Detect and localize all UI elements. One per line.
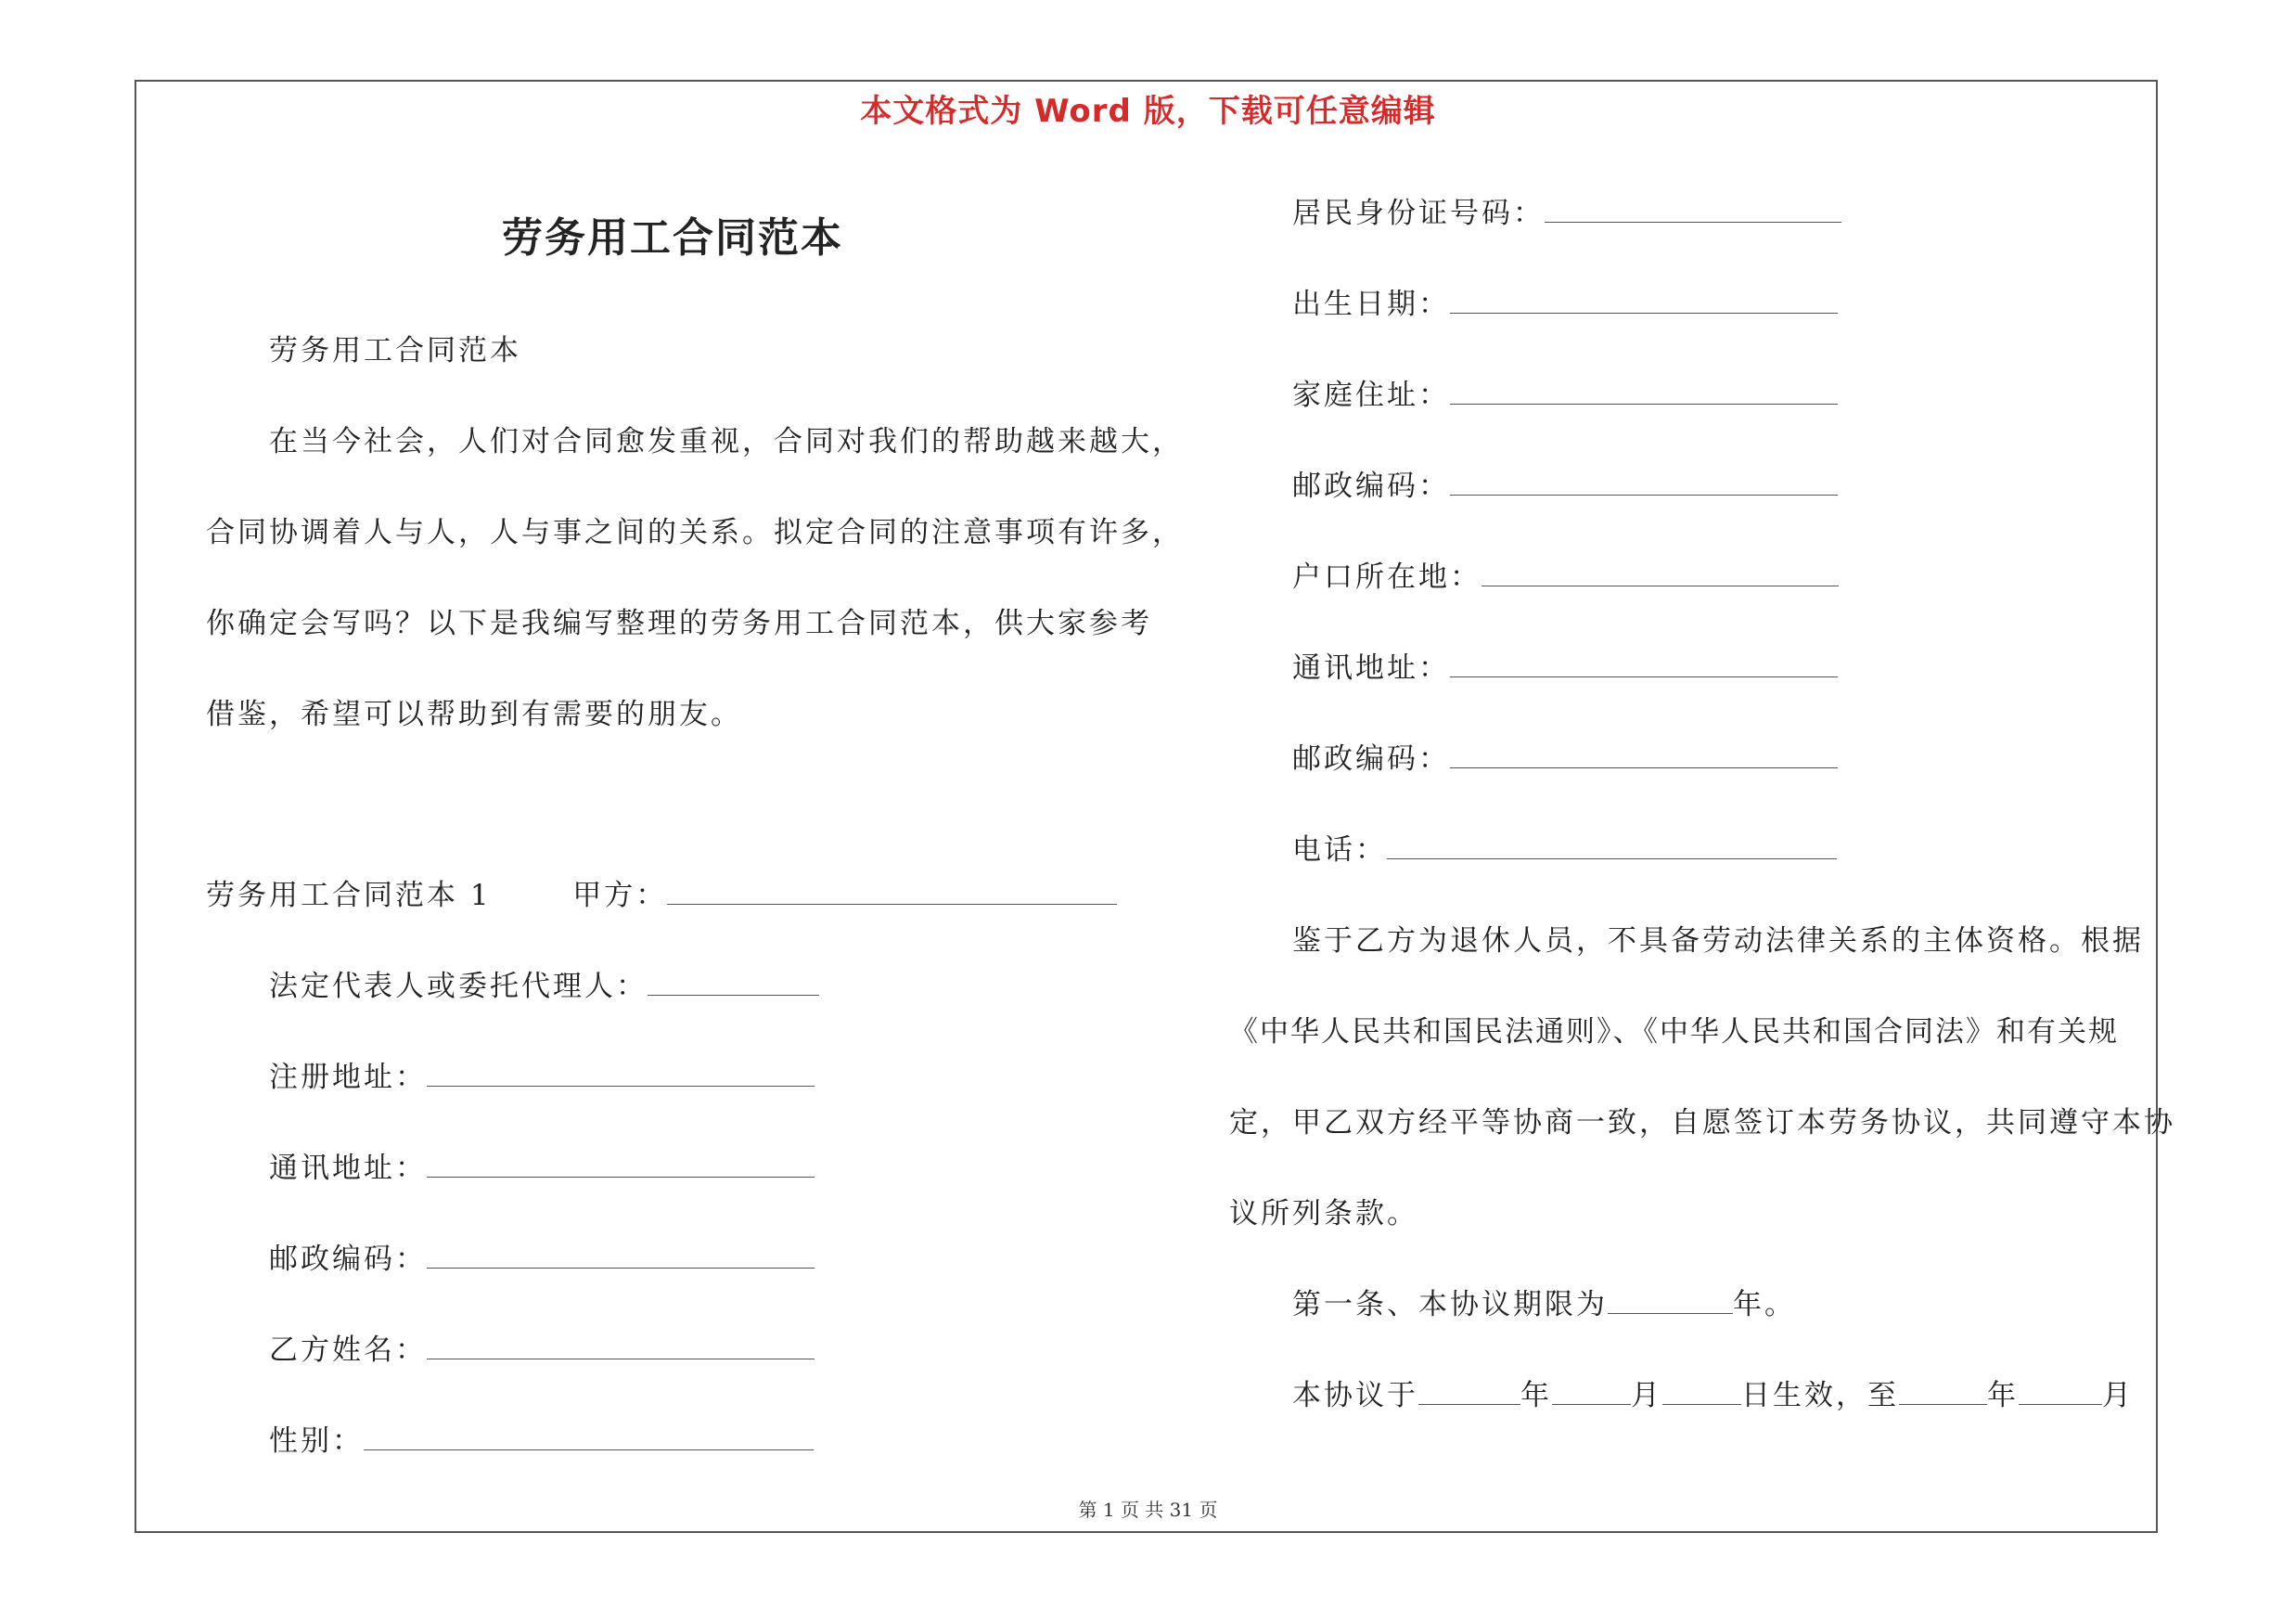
clause-1 bbox=[1292, 1286, 1796, 1323]
left-field-party-b-name bbox=[269, 1332, 815, 1369]
intro-line-4: 借鉴，希望可以帮助到有需要的朋友。 bbox=[206, 698, 742, 731]
unit-month-2: 月 bbox=[2102, 1379, 2134, 1412]
field-label: 乙方姓名： bbox=[269, 1333, 427, 1367]
format-banner: 本文格式为 Word 版，下载可任意编辑 bbox=[860, 93, 1436, 130]
field-label: 通讯地址： bbox=[1292, 651, 1450, 685]
left-field-representative bbox=[269, 968, 819, 1005]
field-label: 邮政编码： bbox=[1292, 742, 1450, 776]
field-blank bbox=[1450, 741, 1838, 768]
right-field-birth-date bbox=[1292, 286, 1838, 323]
field-blank bbox=[364, 1423, 814, 1450]
party-a-label: 甲方： bbox=[572, 879, 668, 912]
right-field-household-registration bbox=[1292, 559, 1839, 596]
field-label: 户口所在地： bbox=[1292, 560, 1481, 594]
paragraph-line-4: 议所列条款。 bbox=[1229, 1197, 1418, 1230]
start-year-blank bbox=[1418, 1378, 1520, 1405]
field-label: 通讯地址： bbox=[269, 1152, 427, 1185]
document-title: 劳务用工合同范本 bbox=[502, 214, 843, 262]
unit-year: 年 bbox=[1520, 1379, 1552, 1412]
effective-text: 日生效，至 bbox=[1741, 1379, 1899, 1412]
field-blank bbox=[1545, 196, 1841, 223]
field-blank bbox=[1450, 469, 1838, 496]
field-label: 出生日期： bbox=[1292, 288, 1450, 321]
right-field-id-number bbox=[1292, 195, 1841, 232]
left-field-postcode bbox=[269, 1241, 815, 1278]
right-field-postcode-2 bbox=[1292, 741, 1838, 778]
page-number: 第 1 页 共 31 页 bbox=[1078, 1499, 1218, 1521]
section-label-line bbox=[206, 877, 1117, 914]
field-blank bbox=[427, 1242, 815, 1269]
clause-1-suffix: 年。 bbox=[1733, 1288, 1796, 1321]
clause-1-text: 第一条、本协议期限为 bbox=[1292, 1288, 1608, 1321]
field-label: 法定代表人或委托代理人： bbox=[269, 970, 648, 1003]
intro-line-1: 在当今社会，人们对合同愈发重视，合同对我们的帮助越来越大， bbox=[269, 425, 1184, 458]
right-field-postcode-1 bbox=[1292, 468, 1838, 505]
field-blank bbox=[1450, 378, 1838, 405]
field-label: 邮政编码： bbox=[269, 1243, 427, 1276]
end-year-blank bbox=[1899, 1378, 1987, 1405]
field-blank bbox=[1450, 287, 1838, 314]
field-label: 家庭住址： bbox=[1292, 379, 1450, 412]
left-field-registered-address bbox=[269, 1059, 815, 1096]
field-label: 注册地址： bbox=[269, 1061, 427, 1094]
start-day-blank bbox=[1662, 1378, 1741, 1405]
clause-2-text: 本协议于 bbox=[1292, 1379, 1418, 1412]
paragraph-line-3: 定，甲乙双方经平等协商一致，自愿签订本劳务协议，共同遵守本协 bbox=[1229, 1106, 2175, 1140]
end-month-blank bbox=[2019, 1378, 2102, 1405]
left-field-gender bbox=[269, 1423, 814, 1460]
right-field-phone bbox=[1292, 831, 1837, 869]
intro-line-2: 合同协调着人与人，人与事之间的关系。拟定合同的注意事项有许多， bbox=[206, 516, 1184, 549]
field-label: 性别： bbox=[269, 1424, 364, 1458]
paragraph-line-2: 《中华人民共和国民法通则》、《中华人民共和国合同法》和有关规 bbox=[1229, 1015, 2119, 1049]
page-frame bbox=[135, 80, 2158, 1533]
field-blank bbox=[1481, 560, 1839, 586]
paragraph-line-1: 鉴于乙方为退休人员，不具备劳动法律关系的主体资格。根据 bbox=[1292, 924, 2144, 958]
party-a-blank bbox=[667, 878, 1117, 905]
unit-month: 月 bbox=[1631, 1379, 1662, 1412]
field-blank bbox=[1387, 832, 1837, 859]
right-field-mailing-address bbox=[1292, 650, 1838, 687]
field-blank bbox=[427, 1060, 815, 1087]
field-blank bbox=[427, 1333, 815, 1359]
subtitle: 劳务用工合同范本 bbox=[269, 334, 521, 367]
unit-year-2: 年 bbox=[1987, 1379, 2019, 1412]
clause-2 bbox=[1292, 1377, 2134, 1414]
field-label: 居民身份证号码： bbox=[1292, 197, 1545, 230]
field-label: 邮政编码： bbox=[1292, 470, 1450, 503]
field-blank bbox=[1450, 650, 1838, 677]
left-field-mailing-address bbox=[269, 1150, 815, 1187]
intro-line-3: 你确定会写吗？以下是我编写整理的劳务用工合同范本，供大家参考 bbox=[206, 607, 1152, 640]
right-field-home-address bbox=[1292, 377, 1838, 414]
field-blank bbox=[427, 1151, 815, 1178]
term-years-blank bbox=[1608, 1287, 1733, 1314]
field-blank bbox=[648, 969, 819, 996]
field-label: 电话： bbox=[1292, 833, 1387, 867]
start-month-blank bbox=[1552, 1378, 1631, 1405]
section-label: 劳务用工合同范本 1 bbox=[206, 879, 492, 912]
